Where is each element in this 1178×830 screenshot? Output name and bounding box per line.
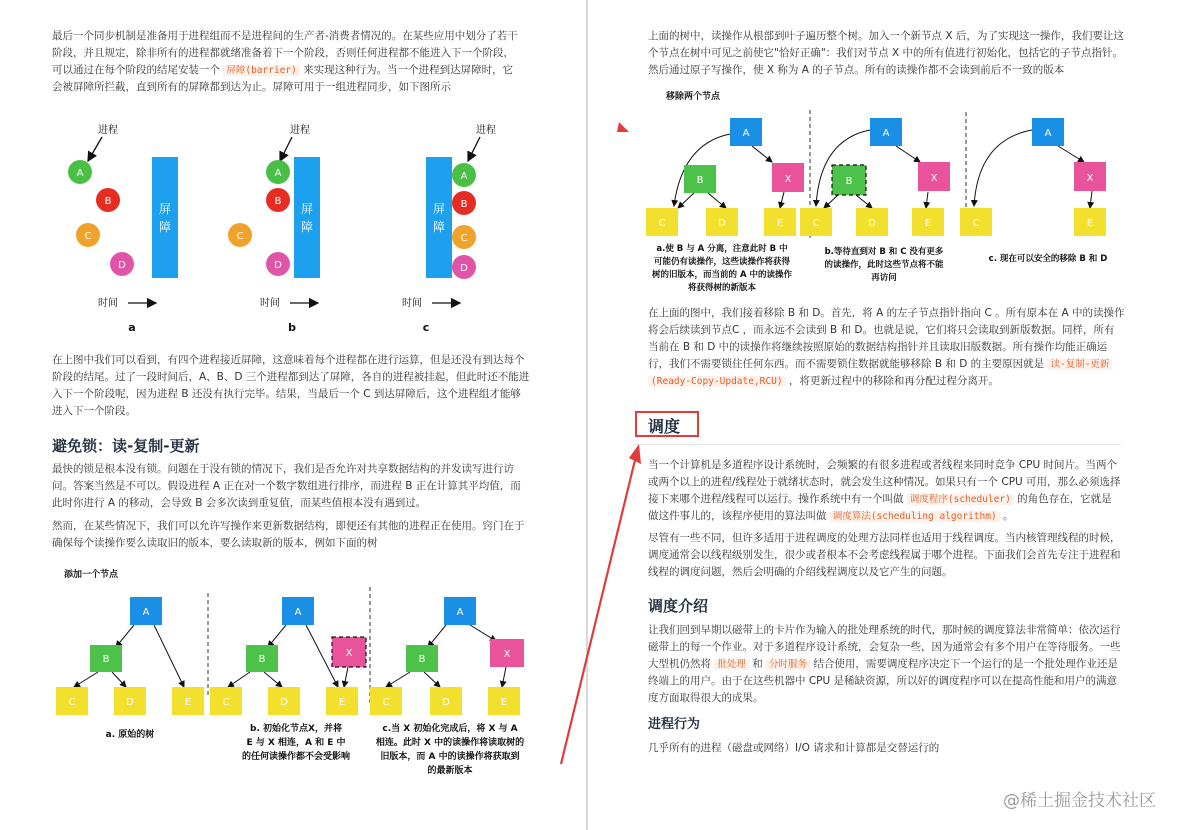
add-node-figure <box>50 565 540 780</box>
svg-text:X: X <box>503 649 511 660</box>
svg-text:D: D <box>718 218 726 229</box>
code-batch: 批处理 <box>714 659 749 670</box>
svg-text:X: X <box>784 174 792 185</box>
svg-text:A: A <box>460 171 468 182</box>
svg-text:b.等待直到对 B 和 C 没有更多: b.等待直到对 B 和 C 没有更多 <box>824 247 944 257</box>
svg-text:D: D <box>126 697 134 708</box>
svg-text:D: D <box>118 260 126 271</box>
svg-text:E: E <box>500 697 508 708</box>
svg-text:C: C <box>658 218 666 229</box>
svg-text:的读操作，此时这些节点将不能: 的读操作，此时这些节点将不能 <box>824 260 944 270</box>
svg-text:屏: 屏 <box>158 202 172 216</box>
remove-node-figure <box>644 88 1144 298</box>
paragraph-tree-intro: 然而，在某些情况下，我们可以允许写操作来更新数据结构，即便还有其他的进程正在使用。窍门在于 确保每个读操作要么读取旧的版本，要么读取新的版本，例如下面的树 <box>52 520 525 549</box>
svg-text:D: D <box>868 218 876 229</box>
svg-text:X: X <box>345 648 353 659</box>
svg-text:C: C <box>68 697 76 708</box>
paragraph-batch: 让我们回到早期以磁带上的卡片作为输入的批处理系统的时代，那时候的调度算法非常简单：依次运行 磁带上的每一个作业。对于多道程序设计系统，会复杂一些，因为通常会有多个用户在等待服务。一些 大型机仍然将 批处理 和 分时服务 结合使用，需要调度程序决定下一个运行的是一个批处理作业还是 终端上的用户。由于在这些机器中 CPU 是稀缺资源，所以好的调度程序可以在提高性能和用户的满意 度方面取得很大的成果。 <box>648 624 1121 704</box>
process-label-b: 进程 <box>290 125 310 136</box>
svg-text:c.当 X 初始化完成后，将 X 与 A: c.当 X 初始化完成后，将 X 与 A <box>382 724 518 734</box>
svg-text:将获得树的新版本: 将获得树的新版本 <box>687 283 757 293</box>
code-barrier: 屏障(barrier) <box>223 65 299 76</box>
svg-text:C: C <box>236 231 244 242</box>
code-scheduler: 调度程序(scheduler) <box>907 494 1014 505</box>
svg-text:障: 障 <box>300 220 314 234</box>
svg-text:X: X <box>1086 173 1094 184</box>
svg-text:A: A <box>456 607 464 618</box>
barrier-bar-c <box>426 157 452 278</box>
remove-tree-c <box>960 118 1106 236</box>
caption-a: a <box>128 321 136 334</box>
circle-d <box>110 252 134 276</box>
svg-text:障: 障 <box>158 220 172 234</box>
barrier-bar-a <box>152 157 178 278</box>
circle-c <box>76 223 100 247</box>
svg-text:E: E <box>184 697 192 708</box>
svg-text:A: A <box>882 128 890 139</box>
svg-text:树的旧版本，而当前的 A 中的读操作: 树的旧版本，而当前的 A 中的读操作 <box>652 270 792 280</box>
barrier-figure <box>40 115 520 340</box>
code-rcu: 读-复制-更新 <box>1047 359 1112 370</box>
time-label-a: 时间 <box>98 298 118 309</box>
svg-text:屏: 屏 <box>300 202 314 216</box>
svg-text:B: B <box>274 196 282 207</box>
caption-b: b <box>288 321 296 334</box>
circle-b <box>96 188 120 212</box>
circle-a <box>68 160 92 184</box>
process-label-c: 进程 <box>476 125 496 136</box>
svg-text:A: A <box>742 128 750 139</box>
heading-scheduling-intro: 调度介绍 <box>648 597 709 615</box>
svg-text:b. 初始化节点X，并将: b. 初始化节点X，并将 <box>250 724 342 734</box>
paragraph-rcu-explain: 在上面的图中，我们接着移除 B 和 D。首先，将 A 的左子节点指针指向 C 。所有原本在 A 中的读操作 将会后续读到节点C ，而永远不会读到 B 和 D。也就是说，它们将只会读取到新版数据。同样，所有 当前在 B 和 D 中的读操作将继续按照原始的数据结构指针并且读取旧版数据。所有操作均能正确运 行，我们不需要锁住任何东西。而不需要锁住数据就能够移除 B 和 D 的主要原因就是 读-复制-更新 (Ready-Copy-Update,RCU) ，将更新过程中的移除和再分配过程分离开。 <box>648 307 1125 387</box>
code-rcu-full: (Ready-Copy-Update,RCU) <box>648 376 786 387</box>
svg-text:屏: 屏 <box>432 202 446 216</box>
svg-text:B: B <box>258 654 266 665</box>
svg-text:D: D <box>460 263 468 274</box>
svg-text:E 与 X 相连，A 和 E 中: E 与 X 相连，A 和 E 中 <box>246 738 346 748</box>
svg-text:障: 障 <box>432 220 446 234</box>
svg-text:C: C <box>812 218 820 229</box>
heading-underline <box>635 444 1121 445</box>
annotation-arrow <box>555 118 645 770</box>
barrier-bar-b <box>294 157 320 278</box>
heading-rcu: 避免锁：读-复制-更新 <box>52 437 200 455</box>
remove-tree-b <box>800 118 950 236</box>
svg-text:B: B <box>418 654 426 665</box>
paragraph-thread-scheduling: 尽管有一些不同，但许多适用于进程调度的处理方法同样也适用于线程调度。当内核管理线程的时候， 调度通常会以线程级别发生，很少或者根本不会考虑线程属于哪个进程。下面我们会首先专注于进程和 线程的调度问题，然后会明确的介绍线程调度以及它产生的问题。 <box>648 532 1121 578</box>
svg-text:D: D <box>274 260 282 271</box>
heading-process-behavior: 进程行为 <box>648 717 701 732</box>
paragraph-scheduling: 当一个计算机是多道程序设计系统时，会频繁的有很多进程或者线程来同时竞争 CPU 时间片。当两个 或两个以上的进程/线程处于就绪状态时，就会发生这种情况。如果只有一个 CPU 可用，那么必须选择 接下来哪个进程/线程可以运行。操作系统中有一个叫做 调度程序(scheduler) 的角色存在，它就是 做这件事儿的，该程序使用的算法叫做 调度算法(scheduling algorithm) 。 <box>648 459 1121 522</box>
left-page <box>0 0 586 830</box>
paragraph-barrier-explain: 在上图中我们可以看到，有四个进程接近屏障，这意味着每个进程都在进行运算，但是还没有到达每个 阶段的结尾。过了一段时间后，A、B、D 三个进程都到达了屏障，各自的进程被挂起，但此时还不能进 入下一个阶段呢，因为进程 B 还没有执行完毕。结果，当最后一个 C 到达屏障后，这个进程组才能够 进入下一个阶段。 <box>52 354 530 417</box>
process-label-a: 进程 <box>98 125 118 136</box>
remove-node-title: 移除两个节点 <box>666 92 721 102</box>
remove-tree-a <box>646 118 804 236</box>
svg-text:D: D <box>442 697 450 708</box>
svg-text:B: B <box>460 199 468 210</box>
svg-text:C: C <box>460 233 468 244</box>
svg-text:B: B <box>696 175 704 186</box>
svg-text:D: D <box>280 697 288 708</box>
svg-text:A: A <box>1044 128 1052 139</box>
svg-text:E: E <box>924 218 932 229</box>
svg-text:E: E <box>1086 218 1094 229</box>
svg-text:相连。此时 X 中的读操作将读取树的: 相连。此时 X 中的读操作将读取树的 <box>375 738 525 748</box>
svg-text:E: E <box>338 697 346 708</box>
svg-text:C: C <box>84 231 92 242</box>
paragraph-process-behavior: 几乎所有的进程（磁盘或网络）I/O 请求和计算都是交替运行的 <box>648 742 940 754</box>
svg-text:E: E <box>776 218 784 229</box>
time-label-b: 时间 <box>260 298 280 309</box>
add-node-title: 添加一个节点 <box>64 570 119 580</box>
paragraph-barrier-intro: 最后一个同步机制是准备用于进程组而不是进程间的生产者-消费者情况的。在某些应用中划分了若干 阶段，并且规定，除非所有的进程都就绪准备着下一个阶段，否则任何进程都不能进入下一个阶段， 可以通过在每个阶段的结尾安装一个 屏障(barrier) 来实现这种行为。当一个进程到达屏障时，它 会被屏障所拦截，直到所有的屏障都到达为止。屏障可用于一组进程同步，如下图所示 <box>52 30 518 93</box>
svg-text:的任何读操作都不会受影响: 的任何读操作都不会受影响 <box>241 752 351 762</box>
svg-text:c. 现在可以安全的移除 B 和 D: c. 现在可以安全的移除 B 和 D <box>988 254 1108 264</box>
caption-c: c <box>422 321 430 334</box>
svg-text:可能仍有读操作，这些读操作将获得: 可能仍有读操作，这些读操作将获得 <box>653 257 791 267</box>
paragraph-no-lock: 最快的锁是根本没有锁。问题在于没有锁的情况下，我们是否允许对共享数据结构的并发读写进行访 问。答案当然是不可以。假设进程 A 正在对一个数字数组进行排序，而进程 B 正在计算其平均值，而 此时你进行 A 的移动，会导致 B 会多次读到重复值，而某些值根本没有遇到过。 <box>52 463 521 509</box>
watermark: @稀土掘金技术社区 <box>1003 791 1156 811</box>
svg-text:a.使 B 与 A 分离，注意此时 B 中: a.使 B 与 A 分离，注意此时 B 中 <box>656 244 788 254</box>
svg-text:C: C <box>382 697 390 708</box>
svg-text:A: A <box>76 168 84 179</box>
paragraph-tree-walk: 上面的树中，读操作从根部到叶子遍历整个树。加入一个新节点 X 后，为了实现这一操作，我们要让这 个节点在树中可见之前使它"恰好正确"：我们对节点 X 中的所有值进行初始化，包括它的子节点指针。 然后通过原子写操作，使 X 称为 A 的子节点。所有的读操作都不会读到前后不一致的版本 <box>648 30 1124 76</box>
svg-text:B: B <box>102 654 110 665</box>
tree-c <box>370 597 524 715</box>
svg-text:A: A <box>274 168 282 179</box>
code-timesharing: 分时服务 <box>766 659 810 670</box>
svg-text:B: B <box>845 176 853 187</box>
svg-text:B: B <box>104 196 112 207</box>
time-label-c: 时间 <box>402 298 422 309</box>
svg-text:X: X <box>930 173 938 184</box>
svg-text:的最新版本: 的最新版本 <box>427 766 473 776</box>
svg-text:旧版本，而 A 中的读操作将获取到: 旧版本，而 A 中的读操作将获取到 <box>380 752 520 762</box>
svg-text:a. 原始的树: a. 原始的树 <box>105 730 155 740</box>
heading-scheduling: 调度 <box>648 417 681 436</box>
tree-a <box>56 597 204 715</box>
svg-text:A: A <box>142 607 150 618</box>
code-scheduling-algorithm: 调度算法(scheduling algorithm) <box>830 511 1000 522</box>
tree-b <box>210 597 366 715</box>
svg-text:C: C <box>222 697 230 708</box>
svg-text:A: A <box>294 607 302 618</box>
svg-text:C: C <box>972 218 980 229</box>
svg-text:再访问: 再访问 <box>871 273 897 283</box>
